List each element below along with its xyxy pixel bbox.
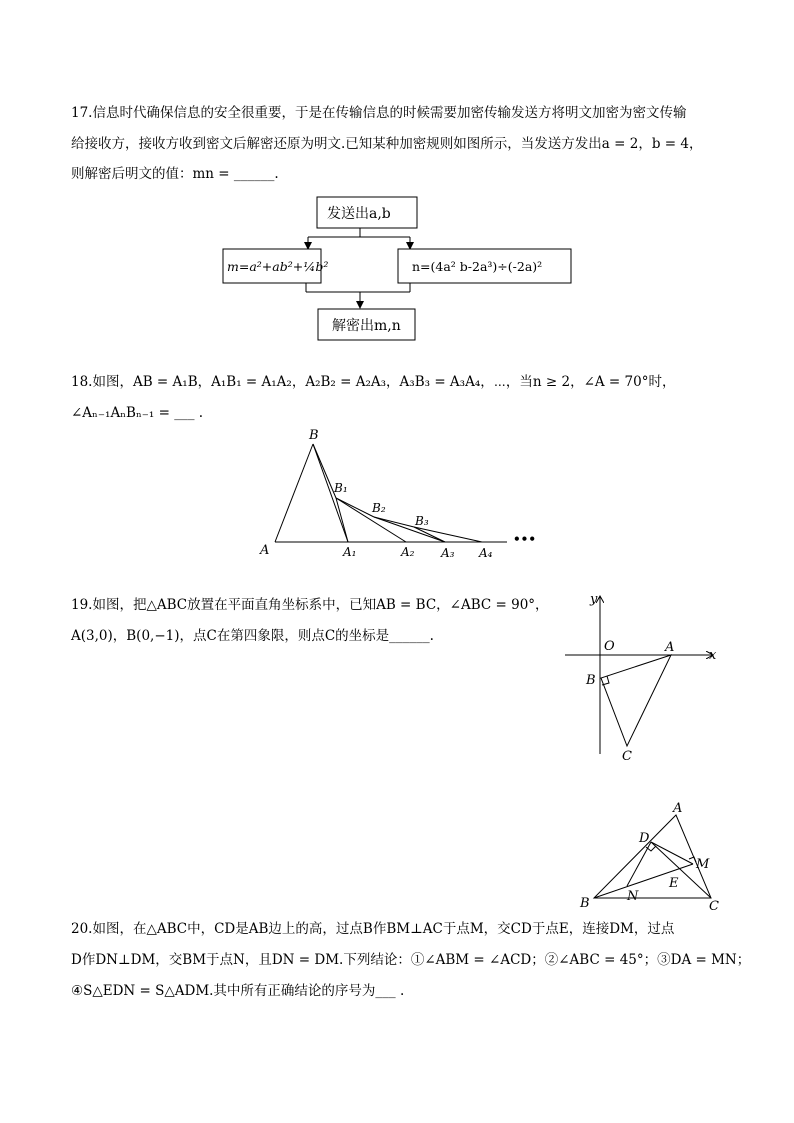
q19-label-C: C	[622, 749, 632, 764]
q18-label-ellipsis: •••	[513, 532, 537, 546]
q19-label-A: A	[665, 640, 675, 655]
q18-label-A3: A₃	[441, 546, 455, 560]
q20-label-B: B	[580, 896, 590, 911]
q20-label-D: D	[639, 831, 650, 846]
q19-label-y: y	[590, 592, 598, 607]
q17-text-line3: 则解密后明文的值：mn = ______.	[71, 166, 279, 182]
q20-right-angle-mark-D	[646, 846, 656, 851]
q18-label-A1: A₁	[343, 545, 357, 559]
q19-text-line2: A(3,0)，B(0,−1)，点C在第四象限，则点C的坐标是______.	[71, 628, 434, 644]
q20-text-line3: ④S△EDN = S△ADM.其中所有正确结论的序号为___ .	[71, 983, 405, 999]
q20-label-C: C	[709, 899, 719, 914]
q18-text-line1: 18.如图，AB = A₁B，A₁B₁ = A₁A₂，A₂B₂ = A₂A₃，A₃B₃ = A₃A₄，⋯，当n ≥ 2，∠A = 70°时，	[71, 374, 676, 390]
q20-label-A: A	[673, 801, 683, 816]
q20-text-line1: 20.如图，在△ABC中，CD是AB边上的高，过点B作BM⊥AC于点M，交CD于点E，连接DM，过点	[71, 921, 675, 937]
q18-label-A2: A₂	[401, 545, 415, 559]
q18-label-A: A	[260, 543, 270, 558]
q18-label-B: B	[309, 428, 319, 443]
q20-label-N: N	[627, 889, 639, 904]
q20-right-angle-mark-M	[689, 857, 696, 862]
q19-label-O: O	[604, 639, 615, 654]
q19-text-line1: 19.如图，把△ABC放置在平面直角坐标系中，已知AB = BC，∠ABC = 90°，	[71, 597, 549, 613]
q18-label-A4: A₄	[479, 546, 493, 560]
q20-text-line2: D作DN⊥DM，交BM于点N，且DN = DM.下列结论：①∠ABM = ∠ACD；②∠ABC = 45°；③DA = MN；	[71, 952, 751, 968]
flow-box-n-label: n=(4a² b-2a³)÷(-2a)²	[412, 259, 543, 274]
q18-label-B2: B₂	[372, 501, 386, 515]
q18-text-line2: ∠Aₙ₋₁AₙBₙ₋₁ = ___ .	[71, 405, 204, 421]
flow-box-decrypt-label: 解密出m,n	[332, 318, 401, 334]
q17-text-line1: 17.信息时代确保信息的安全很重要，于是在传输信息的时候需要加密传输发送方将明文加密为密文传输	[71, 105, 687, 121]
q19-label-x: x	[709, 648, 717, 663]
q18-label-B1: B₁	[334, 481, 348, 495]
flow-box-m-label: m=a²+ab²+¼b²	[227, 259, 329, 274]
q20-label-M: M	[696, 857, 710, 872]
q20-triangle-ABC	[594, 815, 711, 898]
q17-text-line2: 给接收方，接收方收到密文后解密还原为明文.已知某种加密规则如图所示，当发送方发出a = 2，b = 4，	[71, 136, 703, 152]
flow-box-send-label: 发送出a,b	[327, 206, 391, 222]
q18-label-B3: B₃	[415, 514, 429, 528]
q19-label-B: B	[586, 673, 596, 688]
q20-label-E: E	[669, 876, 679, 891]
q20-segment-DM	[651, 842, 693, 864]
